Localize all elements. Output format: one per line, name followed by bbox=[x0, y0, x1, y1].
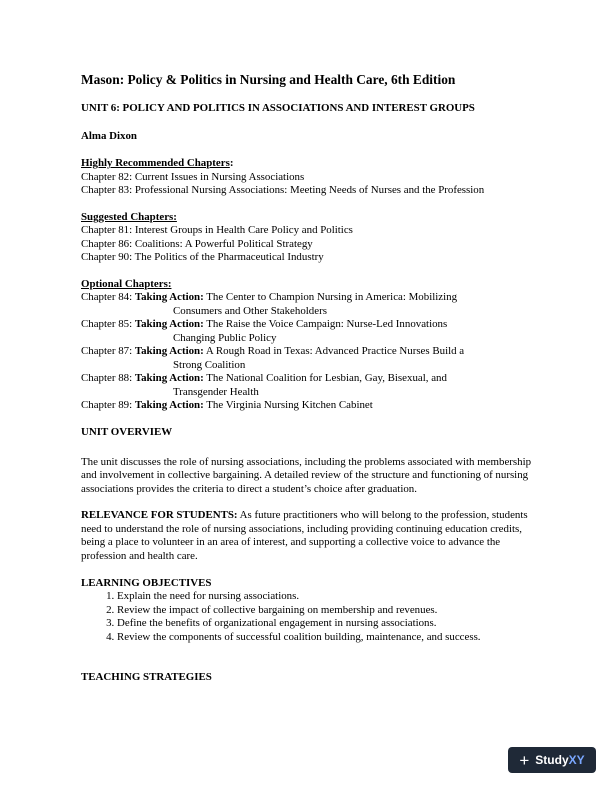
objective-item: 4. Review the components of successful coalition building, maintenance, and success. bbox=[117, 631, 541, 645]
brand-name: StudyXY bbox=[535, 753, 585, 767]
unit-heading: UNIT 6: POLICY AND POLITICS IN ASSOCIATIONS AND INTEREST GROUPS bbox=[81, 102, 475, 114]
objective-item: 3. Define the benefits of organizational engagement in nursing associations. bbox=[117, 617, 541, 631]
chapter-item: Chapter 85: Taking Action: The Raise the Voice Campaign: Nurse-Led Innovations bbox=[81, 318, 448, 330]
document-page bbox=[81, 72, 541, 684]
chapter-item-continuation: Transgender Health bbox=[173, 385, 259, 398]
chapter-item: Chapter 87: Taking Action: A Rough Road in Texas: Advanced Practice Nurses Build a bbox=[81, 345, 465, 357]
chapter-item: Chapter 83: Professional Nursing Associations: Meeting Needs of Nurses and the Profession bbox=[81, 184, 485, 196]
objective-item: 2. Review the impact of collective bargaining on membership and revenues. bbox=[117, 604, 541, 618]
suggested-heading: Suggested Chapters: bbox=[81, 210, 177, 223]
chapter-item: Chapter 81: Interest Groups in Health Care Policy and Politics bbox=[81, 224, 353, 236]
chapter-item: Chapter 86: Coalitions: A Powerful Political Strategy bbox=[81, 237, 313, 250]
author-name: Alma Dixon bbox=[81, 130, 137, 142]
chapter-item-continuation: Consumers and Other Stakeholders bbox=[173, 304, 327, 317]
overview-heading: UNIT OVERVIEW bbox=[81, 425, 173, 438]
studyxy-badge[interactable] bbox=[508, 747, 596, 773]
chapter-item: Chapter 88: Taking Action: The National Coalition for Lesbian, Gay, Bisexual, and bbox=[81, 372, 447, 384]
chapter-item: Chapter 90: The Politics of the Pharmaceutical Industry bbox=[81, 251, 324, 263]
chapter-item-continuation: Changing Public Policy bbox=[173, 331, 277, 344]
highly-recommended-section bbox=[81, 157, 541, 198]
suggested-section bbox=[81, 211, 541, 265]
chapter-item: Chapter 89: Taking Action: The Virginia Nursing Kitchen Cabinet bbox=[81, 399, 373, 411]
teaching-strategies-heading: TEACHING STRATEGIES bbox=[81, 671, 212, 683]
objective-item: 1. Explain the need for nursing associations. bbox=[117, 590, 541, 604]
highly-recommended-heading: Highly Recommended Chapters: bbox=[81, 157, 234, 169]
optional-section bbox=[81, 278, 541, 413]
relevance-paragraph: RELEVANCE FOR STUDENTS: As future practitioners who will belong to the profession, students need to understand the role of nursing associations, including providing continuing education credits, being a place to volunteer in an area of interest, and supporting a collective voice to advance the profession and health care. bbox=[81, 509, 528, 562]
chapter-item: Chapter 82: Current Issues in Nursing Associations bbox=[81, 170, 305, 183]
chapter-item: Chapter 84: Taking Action: The Center to Champion Nursing in America: Mobilizing bbox=[81, 291, 458, 303]
plus-icon: + bbox=[519, 750, 530, 770]
chapter-item-continuation: Strong Coalition bbox=[173, 358, 246, 371]
document-title: Mason: Policy & Politics in Nursing and Health Care, 6th Edition bbox=[81, 72, 456, 87]
objectives-heading: LEARNING OBJECTIVES bbox=[81, 577, 212, 589]
objectives-list bbox=[81, 590, 541, 644]
overview-text: The unit discusses the role of nursing associations, including the problems associated with membership and involvement in collective bargaining. A detailed review of the structure and functioning of nursing associations provides the criteria to direct a student’s choice after graduation. bbox=[81, 455, 532, 495]
optional-heading: Optional Chapters: bbox=[81, 277, 172, 290]
